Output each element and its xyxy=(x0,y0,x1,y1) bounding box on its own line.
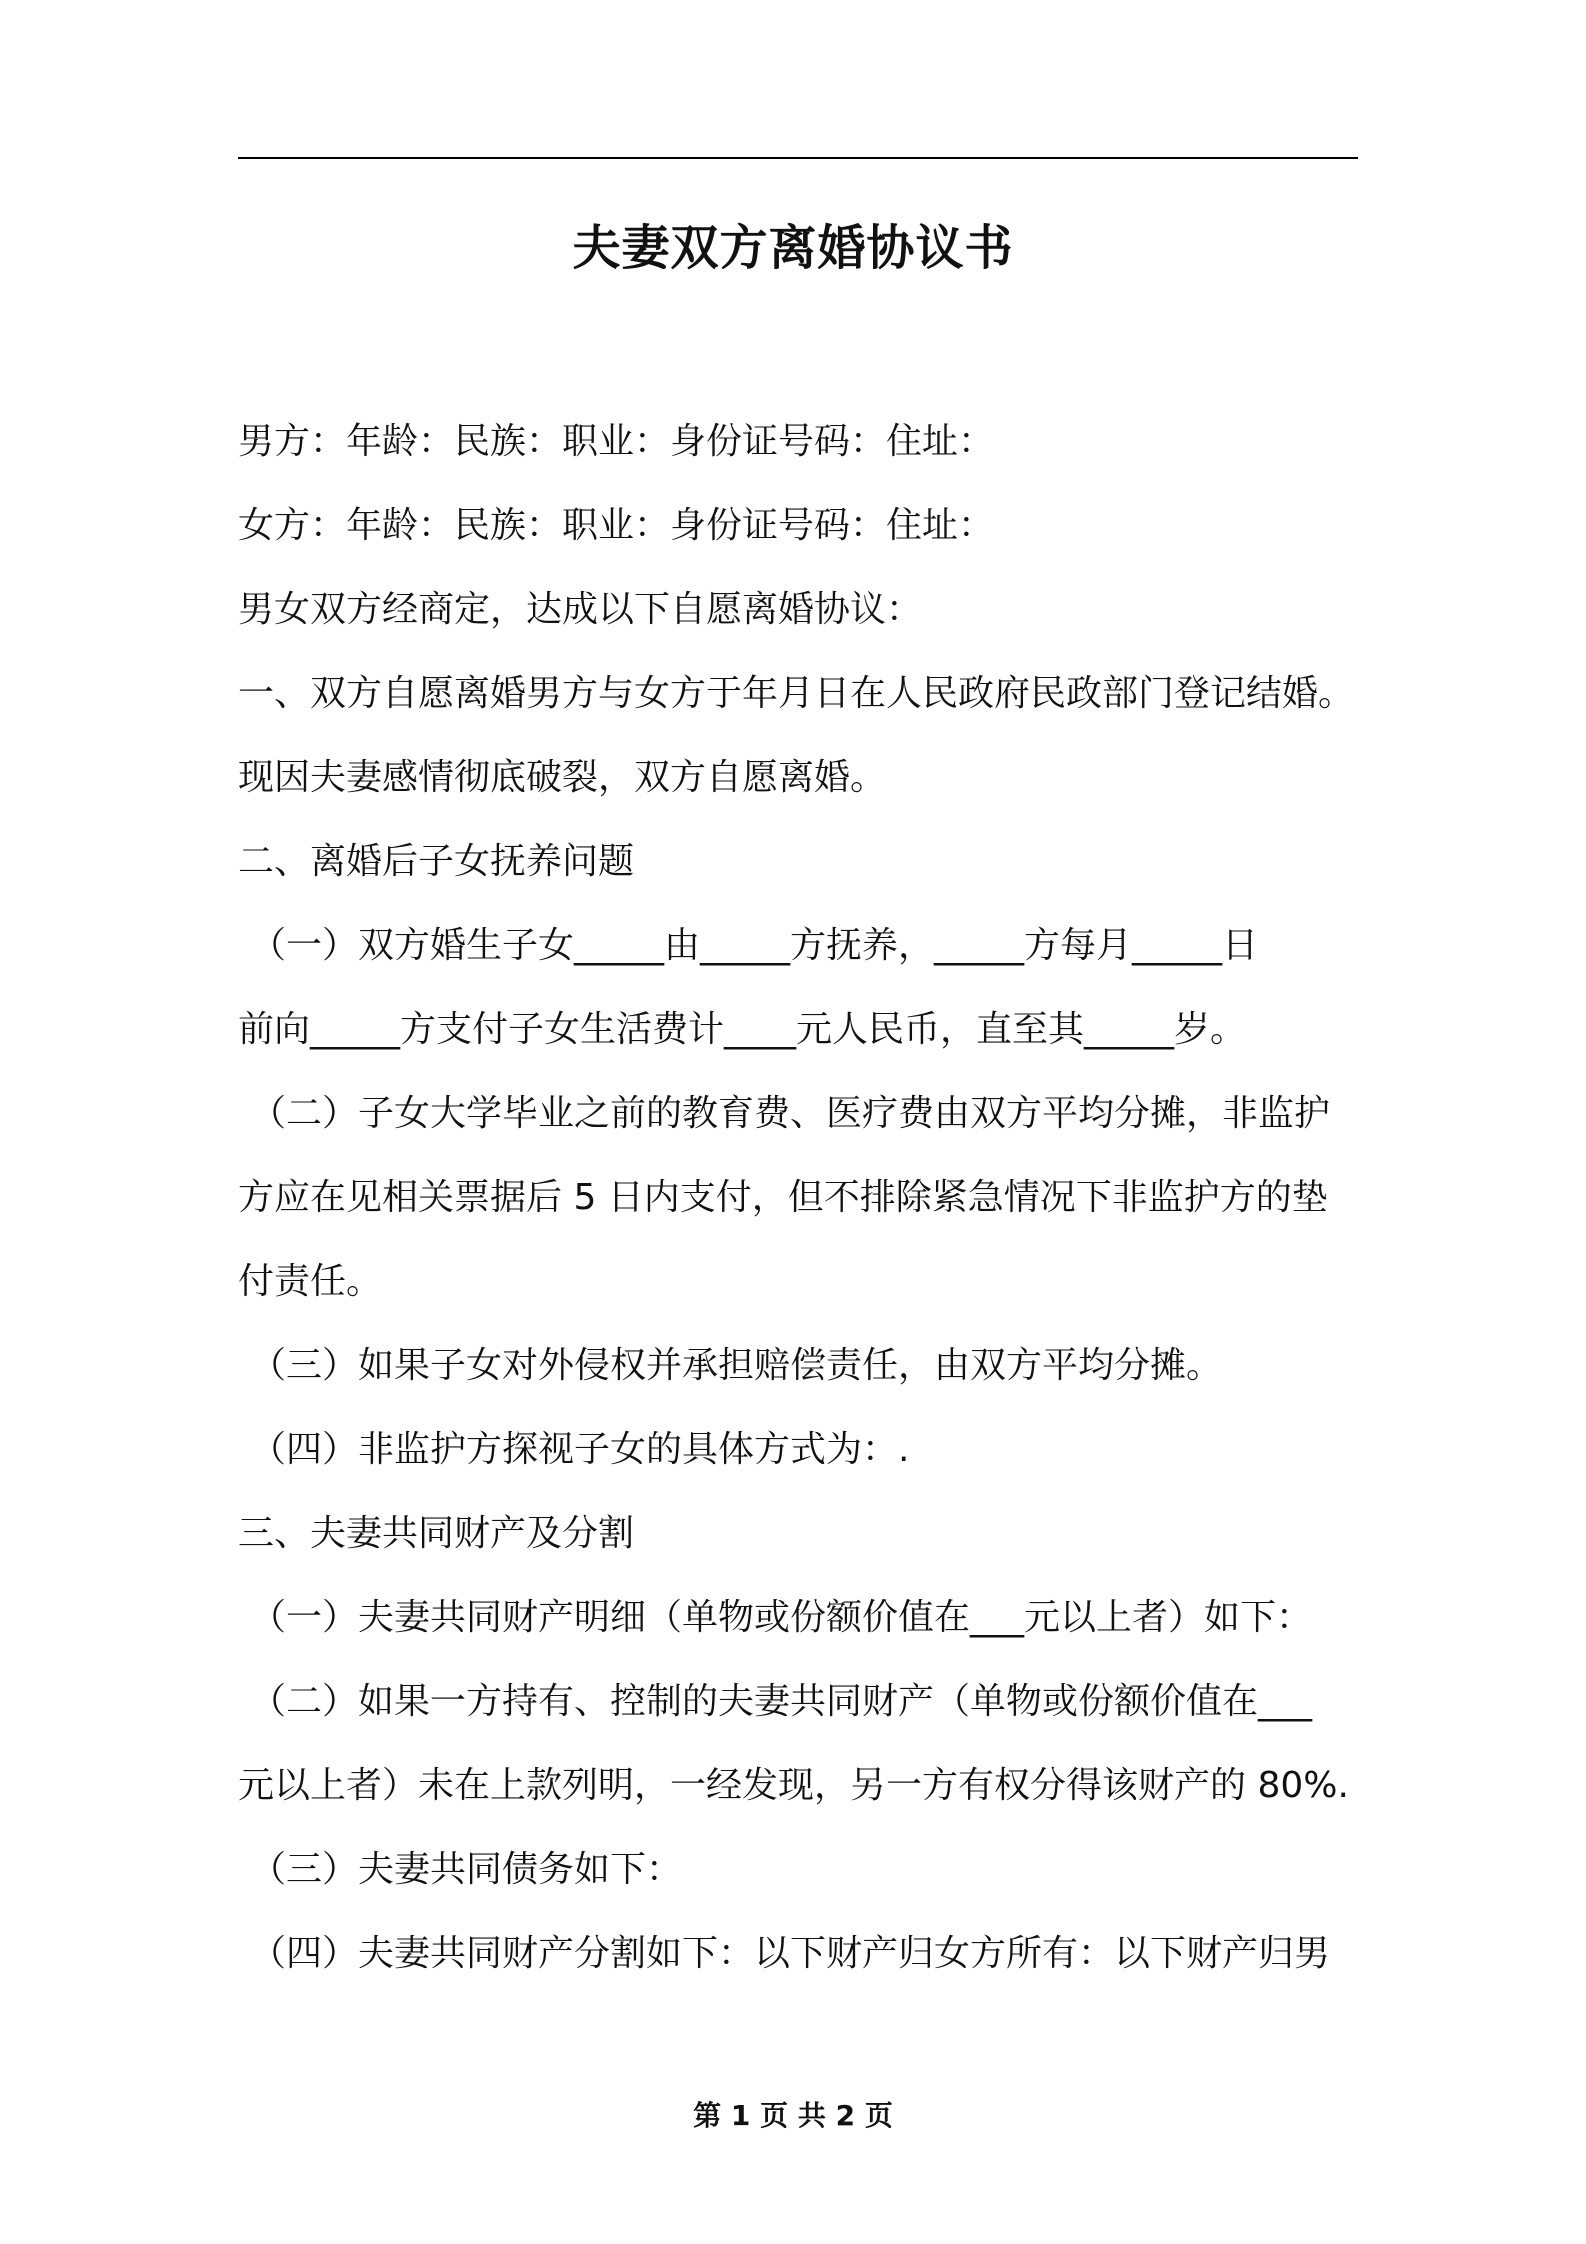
header-rule xyxy=(238,157,1358,159)
text-line-female-info: 女方：年龄：民族：职业：身份证号码：住址： xyxy=(238,505,995,546)
text-line-clause-2-4: （四）非监护方探视子女的具体方式为：. xyxy=(250,1429,910,1470)
text-line: 前向_____方支付子女生活费计____元人民币，直至其_____岁。 xyxy=(238,1009,1247,1050)
document-body xyxy=(238,400,1378,1996)
page-number: 第 1 页 共 2 页 xyxy=(693,2099,893,2132)
text-line: 方应在见相关票据后 5 日内支付，但不排除紧急情况下非监护方的垫 xyxy=(238,1177,1328,1218)
text-line-clause-3-3: （三）夫妻共同债务如下： xyxy=(250,1849,683,1890)
text-line: 付责任。 xyxy=(238,1261,383,1302)
text-line: 元以上者）未在上款列明，一经发现，另一方有权分得该财产的 80%. xyxy=(238,1765,1349,1806)
text-line-clause-3-1: （一）夫妻共同财产明细（单物或份额价值在___元以上者）如下： xyxy=(250,1597,1313,1638)
text-line-agreement-intro: 男女双方经商定，达成以下自愿离婚协议： xyxy=(238,589,923,630)
text-line-clause-2-1: （一）双方婚生子女_____由_____方抚养，_____方每月_____日 xyxy=(250,925,1259,966)
text-line: 现因夫妻感情彻底破裂，双方自愿离婚。 xyxy=(238,757,887,798)
text-line-clause-2-3: （三）如果子女对外侵权并承担赔偿责任，由双方平均分摊。 xyxy=(250,1345,1223,1386)
text-line-section-1: 一、双方自愿离婚男方与女方于年月日在人民政府民政部门登记结婚。 xyxy=(238,673,1355,714)
document-title: 夫妻双方离婚协议书 xyxy=(572,220,1014,276)
text-line-clause-3-2: （二）如果一方持有、控制的夫妻共同财产（单物或份额价值在___ xyxy=(250,1681,1313,1722)
text-line-clause-3-4: （四）夫妻共同财产分割如下：以下财产归女方所有：以下财产归男 xyxy=(250,1933,1331,1974)
text-line-section-2: 二、离婚后子女抚养问题 xyxy=(238,841,635,882)
text-line-section-3: 三、夫妻共同财产及分割 xyxy=(238,1513,635,1554)
text-line-male-info: 男方：年龄：民族：职业：身份证号码：住址： xyxy=(238,421,995,462)
text-line-clause-2-2: （二）子女大学毕业之前的教育费、医疗费由双方平均分摊，非监护 xyxy=(250,1093,1331,1134)
